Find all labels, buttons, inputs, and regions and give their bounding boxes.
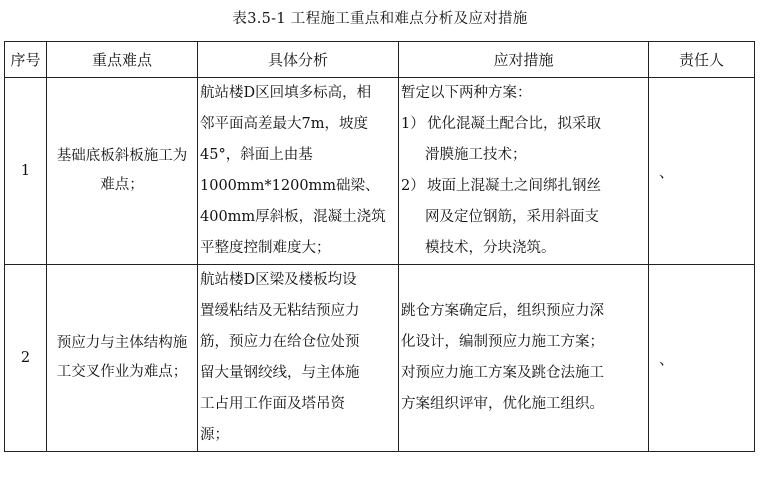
analysis-line: 航站楼D区回填多标高，相 xyxy=(200,85,372,101)
analysis-line: 平整度控制难度大； xyxy=(200,240,331,256)
row-topic: 基础底板斜板施工为难点； xyxy=(47,78,198,265)
measure-line: 优化混凝土配合比，拟采取 xyxy=(427,116,601,132)
header-responsible: 责任人 xyxy=(649,42,755,78)
header-topic: 重点难点 xyxy=(47,42,198,78)
measure-line: 化设计，编制预应力施工方案； xyxy=(401,334,604,350)
analysis-line: 工占用工作面及塔吊资 xyxy=(200,396,345,412)
measure-item xyxy=(399,109,648,140)
measure-line: 跳仓方案确定后，组织预应力深 xyxy=(401,303,604,319)
analysis-line: 45°，斜面上由基 xyxy=(200,147,313,163)
analysis-line: 源； xyxy=(200,427,229,443)
row-analysis xyxy=(198,78,399,265)
measure-item xyxy=(399,171,648,202)
header-row xyxy=(5,42,755,78)
measure-line: 坡面上混凝土之间绑扎钢丝 xyxy=(427,178,601,194)
table-caption: 表3.5-1 工程施工重点和难点分析及应对措施 xyxy=(232,11,528,27)
analysis-line: 400mm厚斜板，混凝土浇筑 xyxy=(200,209,386,225)
analysis-line: 留大量钢绞线，与主体施 xyxy=(200,365,360,381)
header-measures: 应对措施 xyxy=(399,42,649,78)
row-responsible: 、 xyxy=(649,78,755,265)
row-number: 1 xyxy=(5,78,47,265)
analysis-line: 置缓粘结及无粘结预应力 xyxy=(200,303,360,319)
row-responsible: 、 xyxy=(649,265,755,452)
measure-line: 模技术，分块浇筑。 xyxy=(425,240,556,256)
table-row xyxy=(5,265,755,452)
row-topic: 预应力与主体结构施工交叉作业为难点； xyxy=(47,265,198,452)
measure-line: 对预应力施工方案及跳仓法施工 xyxy=(401,365,604,381)
row-number: 2 xyxy=(5,265,47,452)
measure-line: 方案组织评审，优化施工组织。 xyxy=(401,396,604,412)
risk-analysis-table xyxy=(4,41,755,452)
row-analysis xyxy=(198,265,399,452)
row-measures xyxy=(399,78,649,265)
measure-number: 2） xyxy=(401,178,425,194)
table-row xyxy=(5,78,755,265)
header-no: 序号 xyxy=(5,42,47,78)
measure-line: 滑膜施工技术； xyxy=(425,147,527,163)
measure-number: 1） xyxy=(401,116,425,132)
header-analysis: 具体分析 xyxy=(198,42,399,78)
analysis-line: 1000mm*1200mm础梁、 xyxy=(200,178,380,194)
analysis-line: 邻平面高差最大7m，坡度 xyxy=(200,116,368,132)
row-measures xyxy=(399,265,649,452)
measures-intro: 暂定以下两种方案： xyxy=(401,85,532,101)
analysis-line: 筋，预应力在给仓位处预 xyxy=(200,334,360,350)
measure-line: 网及定位钢筋，采用斜面支 xyxy=(425,209,599,225)
analysis-line: 航站楼D区梁及楼板均设 xyxy=(200,272,357,288)
